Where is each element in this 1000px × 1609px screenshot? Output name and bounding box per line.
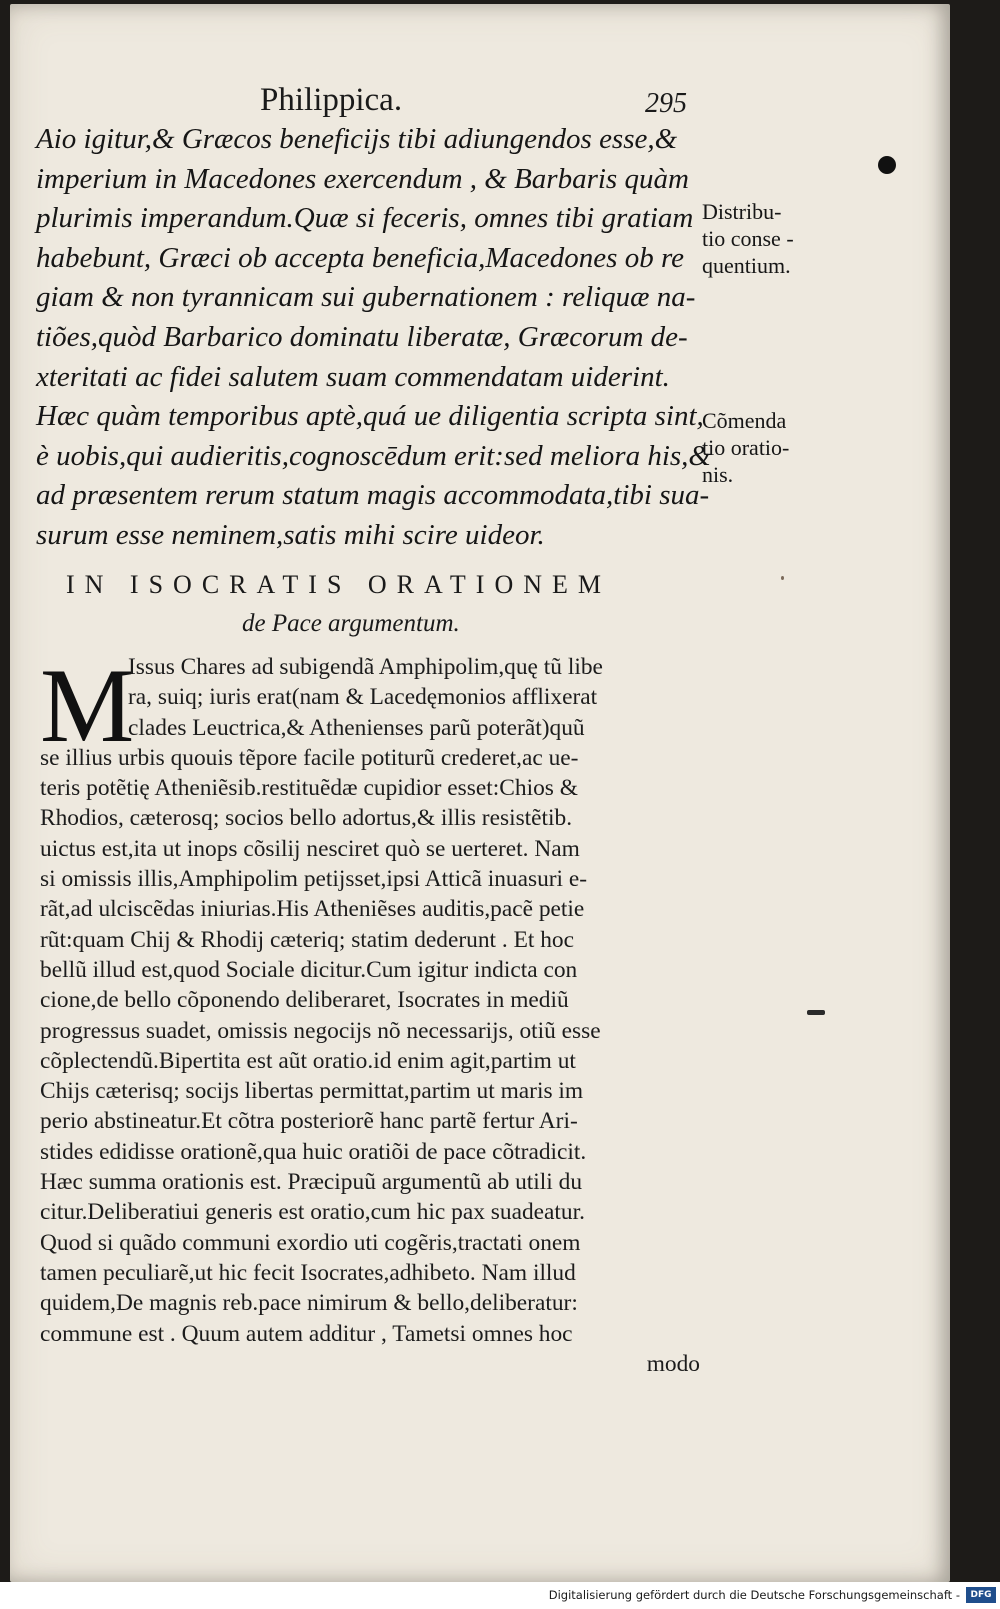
text-line: si omissis illis,Amphipolim petijsset,ipsi Atticã inuasuri e- [40, 866, 588, 893]
text-line: Hæc summa orationis est. Præcipuũ argumentũ ab utili du [40, 1169, 583, 1196]
text-line: plurimis imperandum.Quæ si feceris, omnes tibi gratiam [36, 202, 694, 235]
margin-note-line: Cõmenda [702, 408, 787, 433]
text-line: rũt:quam Chij & Rhodij cæteriq; statim dederunt . Et hoc [40, 926, 575, 953]
text-line: cõplectendũ.Bipertita est aũt oratio.id enim agit,partim ut [40, 1047, 576, 1074]
argument-text-block [40, 647, 700, 1379]
text-line: surum esse neminem,satis mihi scire uideor. [36, 518, 545, 551]
margin-note-commendatio [702, 407, 789, 488]
text-line: stides edidisse orationẽ,qua huic oratiõi de pace cõtradicit. [40, 1138, 587, 1165]
ink-blot [878, 156, 896, 174]
margin-note-line: Distribu- [702, 199, 782, 224]
text-line: Hæc quàm temporibus aptè,quá ue diligentia scripta sint, [36, 400, 704, 433]
text-line: tamen peculiarẽ,ut hic fecit Isocrates,adhibeto. Nam illud [40, 1259, 576, 1286]
section-heading: IN ISOCRATIS ORATIONEM [66, 570, 612, 599]
text-line: habebunt, Græci ob accepta beneficia,Macedones ob re [36, 241, 685, 274]
text-line: clades Leuctrica,& Athenienses parũ poterãt)quũ [128, 714, 585, 741]
text-line: è uobis,qui audieritis,cognoscēdum erit:sed meliora his,& [36, 439, 711, 472]
text-line: tiões,quòd Barbarico dominatu liberatæ, Græcorum de- [36, 320, 688, 353]
text-line: bellũ illud est,quod Sociale dicitur.Cum igitur indicta con [40, 956, 578, 983]
book-page [10, 4, 950, 1582]
margin-note-line: nis. [702, 462, 734, 487]
margin-note-line: tio conse - [702, 226, 794, 251]
text-line: perio abstineatur.Et cõtra posteriorẽ hanc partẽ fertur Ari- [40, 1108, 578, 1135]
text-line: imperium in Macedones exercendum , & Barbaris quàm [36, 162, 689, 195]
text-line: quidem,De magnis reb.pace nimirum & bello,deliberatur: [40, 1290, 578, 1317]
margin-note-line: tio oratio- [702, 435, 790, 460]
text-line: commune est . Quum autem additur , Tametsi omnes hoc [40, 1320, 573, 1347]
dfg-logo: DFG [966, 1587, 996, 1603]
ink-speck [781, 576, 784, 580]
page-number: 295 [645, 88, 687, 119]
page-header [10, 82, 950, 122]
text-line: ra, suiq; iuris erat(nam & Lacedęmonios afflixerat [128, 684, 598, 711]
text-line: Issus Chares ad subigendã Amphipolim,quę tũ libe [128, 654, 603, 680]
text-line: progressus suadet, omissis negocijs nõ necessarijs, otiũ esse [40, 1017, 601, 1044]
running-head: Philippica. [260, 82, 403, 118]
margin-note-line: quentium. [702, 253, 791, 278]
text-line: giam & non tyrannicam sui gubernationem : reliquæ na- [36, 281, 696, 314]
text-line: citur.Deliberatiui generis est oratio,cum hic pax suadeatur. [40, 1199, 585, 1226]
text-line: Chijs cæterisq; socijs libertas permittat,partim ut maris im [40, 1078, 584, 1105]
text-line: xteritati ac fidei salutem suam commendatam uiderint. [36, 360, 670, 393]
ink-mark [807, 1010, 825, 1015]
italic-text-block [36, 120, 716, 556]
margin-note-distributio [702, 198, 794, 279]
text-line: cione,de bello cõponendo deliberaret, Isocrates in mediũ [40, 987, 569, 1014]
text-line: teris potẽtię Atheniẽsib.restituẽdæ cupidior esset:Chios & [40, 775, 578, 802]
drop-capital: M [40, 647, 135, 764]
footer-bar [0, 1582, 1000, 1609]
section-subheading: de Pace argumentum. [242, 610, 460, 637]
catchword: modo [646, 1350, 700, 1377]
text-line: Aio igitur,& Græcos beneficijs tibi adiungendos esse,& [36, 123, 678, 155]
text-line: Rhodios, cæterosq; socios bello adortus,& illis resistẽtib. [40, 805, 573, 832]
text-line: se illius urbis quouis tẽpore facile potiturũ crederet,ac ue- [40, 744, 579, 771]
text-line: rãt,ad ulciscẽdas iniurias.His Atheniẽses auditis,pacẽ petie [40, 896, 585, 923]
funding-credit: Digitalisierung gefördert durch die Deutsche Forschungsgemeinschaft - [548, 1588, 960, 1602]
text-line: Quod si quãdo communi exordio uti cogẽris,tractati onem [40, 1229, 581, 1256]
text-line: ad præsentem rerum statum magis accommodata,tibi sua- [36, 479, 710, 512]
text-line: uictus est,ita ut inops cõsilij nesciret quò se uerteret. Nam [40, 835, 580, 862]
